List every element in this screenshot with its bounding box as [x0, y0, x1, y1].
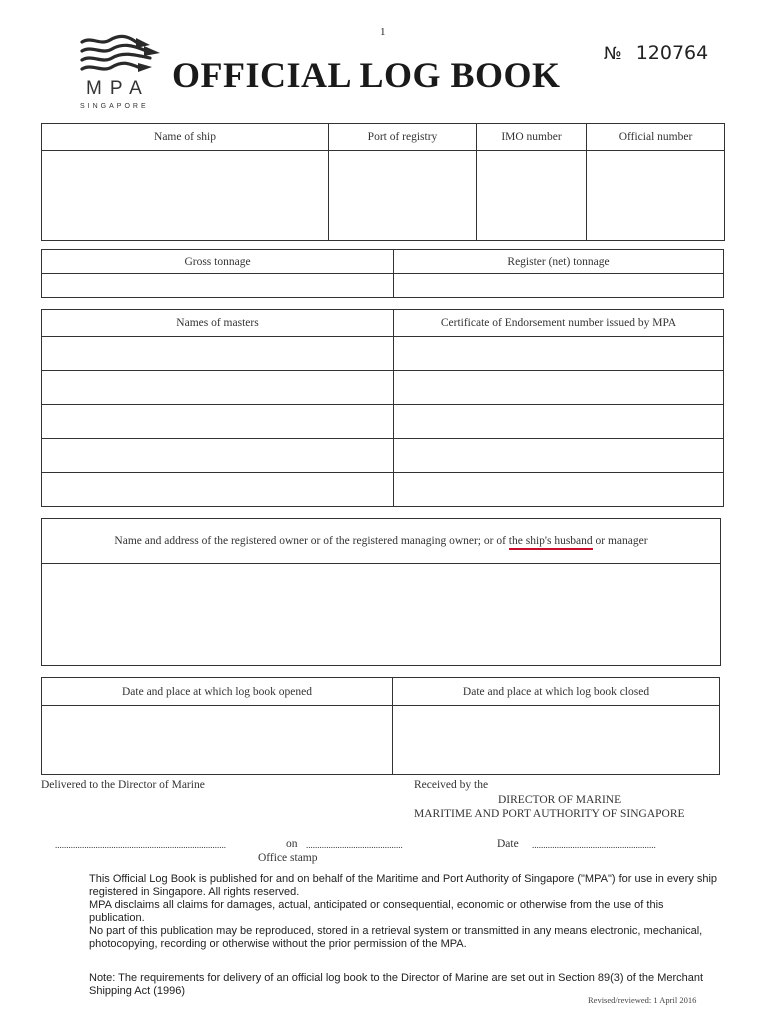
mpa-wave-logo-icon	[78, 34, 168, 78]
received-by-label: Received by the	[414, 779, 489, 791]
field-certificate-number[interactable]	[394, 473, 724, 507]
header-name-of-ship: Name of ship	[42, 124, 329, 151]
notices-block	[89, 873, 721, 951]
signature-line[interactable]: ............................................................................	[55, 840, 226, 850]
delivered-to-label: Delivered to the Director of Marine	[41, 779, 205, 791]
page-number: 1	[380, 26, 386, 38]
field-port-of-registry[interactable]	[329, 151, 477, 241]
authority-name: MARITIME AND PORT AUTHORITY OF SINGAPORE	[414, 808, 685, 820]
field-gross-tonnage[interactable]	[42, 274, 394, 298]
office-stamp-label: Office stamp	[258, 852, 318, 864]
date-label: Date	[497, 838, 519, 850]
field-master-name[interactable]	[42, 371, 394, 405]
header-official-number: Official number	[587, 124, 725, 151]
owner-table	[41, 518, 721, 666]
field-master-name[interactable]	[42, 405, 394, 439]
ship-details-table	[41, 123, 725, 241]
field-log-closed[interactable]	[393, 706, 720, 775]
director-of-marine: DIRECTOR OF MARINE	[498, 794, 622, 806]
logo-name: MPA	[86, 78, 150, 99]
notice-disclaimer: MPA disclaims all claims for damages, actual, anticipated or consequential, economic or otherwise from the use of this publication.	[89, 899, 664, 924]
field-log-opened[interactable]	[42, 706, 393, 775]
header-gross-tonnage: Gross tonnage	[42, 250, 394, 274]
page-title: OFFICIAL LOG BOOK	[172, 55, 561, 95]
on-date-line[interactable]: ...........................................	[306, 840, 403, 850]
header-log-closed: Date and place at which log book closed	[393, 678, 720, 706]
header-net-tonnage: Register (net) tonnage	[394, 250, 724, 274]
masters-table	[41, 309, 724, 507]
header-log-opened: Date and place at which log book opened	[42, 678, 393, 706]
field-official-number[interactable]	[587, 151, 725, 241]
field-master-name[interactable]	[42, 473, 394, 507]
revision-date: Revised/reviewed: 1 April 2016	[588, 995, 697, 1005]
serial-value: 120764	[635, 42, 709, 64]
tonnage-table	[41, 249, 724, 298]
field-certificate-number[interactable]	[394, 439, 724, 473]
date-line[interactable]: .......................................................	[532, 840, 656, 850]
notice-copyright: No part of this publication may be reproduced, stored in a retrieval system or transmitted in any means electronic, mechanical, photocopying, recording or otherwise without the prior permission of the MPA.	[89, 925, 703, 950]
delivery-note: Note: The requirements for delivery of an official log book to the Director of Marine are set out in Section 89(3) of the Merchant Shipping Act (1996)	[89, 972, 704, 997]
header-names-of-masters: Names of masters	[42, 310, 394, 337]
owner-label-underlined: the ship's husband	[509, 535, 593, 550]
field-master-name[interactable]	[42, 439, 394, 473]
field-owner-address[interactable]	[42, 564, 721, 666]
field-net-tonnage[interactable]	[394, 274, 724, 298]
owner-label-start: Name and address of the registered owner or of the registered managing owner; or of	[114, 535, 509, 547]
owner-label-end: or manager	[592, 535, 648, 547]
field-imo-number[interactable]	[477, 151, 587, 241]
field-certificate-number[interactable]	[394, 371, 724, 405]
on-label: on	[286, 838, 298, 850]
serial-number	[604, 42, 708, 64]
logo-subtitle: SINGAPORE	[80, 103, 149, 110]
serial-label: №	[604, 44, 622, 64]
field-certificate-number[interactable]	[394, 337, 724, 371]
notice-publication: This Official Log Book is published for and on behalf of the Maritime and Port Authority of Singapore ("MPA") for use in every ship registered in Singapore. All rights reserved.	[89, 873, 718, 898]
header-certificate-number: Certificate of Endorsement number issued by MPA	[394, 310, 724, 337]
field-name-of-ship[interactable]	[42, 151, 329, 241]
log-dates-table	[41, 677, 720, 775]
header-imo-number: IMO number	[477, 124, 587, 151]
header-port-of-registry: Port of registry	[329, 124, 477, 151]
header-owner-address	[42, 519, 721, 564]
field-certificate-number[interactable]	[394, 405, 724, 439]
field-master-name[interactable]	[42, 337, 394, 371]
